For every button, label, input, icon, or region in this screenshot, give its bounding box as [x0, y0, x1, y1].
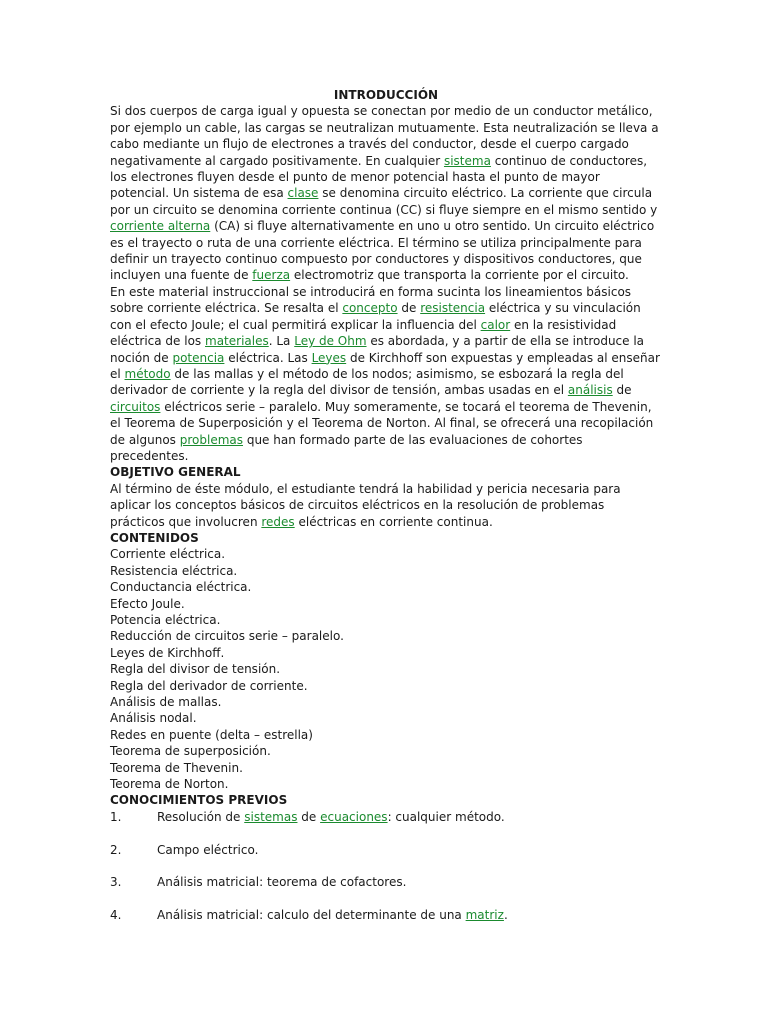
link-leyes[interactable]: Leyes — [311, 350, 347, 365]
link-ecuaciones[interactable]: ecuaciones — [320, 809, 388, 824]
prerequisite-item — [110, 809, 662, 825]
link-problemas[interactable]: problemas — [179, 432, 244, 447]
link-calor[interactable]: calor — [480, 317, 511, 332]
list-item: Análisis nodal. — [110, 711, 197, 726]
document-page — [110, 87, 662, 924]
list-item: Teorema de Norton. — [110, 777, 229, 792]
contents-list — [110, 546, 662, 792]
objective-text: Al término de éste módulo, el estudiante tendrá la habilidad y pericia necesaria para aplicar los conceptos básicos de circuitos eléctricos en la resolución de problemas prácticos que involucren redes eléctricas en corriente continua. — [110, 481, 621, 529]
list-item: Teorema de Thevenin. — [110, 760, 243, 775]
contents-heading: CONTENIDOS — [110, 530, 199, 545]
link-clase[interactable]: clase — [287, 186, 319, 201]
item-number: 2. — [110, 842, 122, 857]
list-item: Leyes de Kirchhoff. — [110, 645, 225, 660]
list-item: Redes en puente (delta – estrella) — [110, 727, 313, 742]
list-item: Regla del derivador de corriente. — [110, 678, 308, 693]
item-text: Resolución de sistemas de ecuaciones: cualquier método. — [157, 809, 505, 824]
list-item: Teorema de superposición. — [110, 744, 271, 759]
page-title: INTRODUCCIÓN — [333, 88, 439, 102]
list-item: Reducción de circuitos serie – paralelo. — [110, 629, 344, 644]
link-sistemas[interactable]: sistemas — [244, 809, 298, 824]
link-materiales[interactable]: materiales — [205, 334, 269, 349]
list-item: Potencia eléctrica. — [110, 613, 221, 627]
link-ley-de-ohm[interactable]: Ley de Ohm — [294, 334, 367, 349]
link-análisis[interactable]: análisis — [567, 383, 613, 398]
link-fuerza[interactable]: fuerza — [252, 268, 291, 283]
link-circuitos[interactable]: circuitos — [110, 399, 161, 414]
prerequisite-item — [110, 842, 662, 858]
item-text: Análisis matricial: teorema de cofactores. — [157, 875, 407, 890]
list-item: Regla del divisor de tensión. — [110, 662, 281, 677]
list-item: Efecto Joule. — [110, 596, 185, 611]
item-text: Análisis matricial: calculo del determinante de una matriz. — [157, 908, 508, 923]
link-concepto[interactable]: concepto — [342, 301, 398, 316]
item-number: 3. — [110, 875, 122, 890]
list-item: Corriente eléctrica. — [110, 547, 226, 562]
prerequisite-item — [110, 874, 662, 890]
item-text: Campo eléctrico. — [157, 842, 259, 857]
link-redes[interactable]: redes — [261, 514, 295, 529]
list-item: Análisis de mallas. — [110, 695, 222, 710]
intro-paragraph-1: Si dos cuerpos de carga igual y opuesta se conectan por medio de un conductor metálico, por ejemplo un cable, las cargas se neutralizan mutuamente. Esta neutralización se lleva a cabo mediante un flujo de electrones a través del conductor, desde el cuerpo cargado negativamente al cargado positivamente. En cualquier sistema continuo de conductores, los electrones fluyen desde el punto de menor potencial hasta el punto de mayor potencial. Un sistema de esa clase se denomina circuito eléctrico. La corriente que circula por un circuito se denomina corriente continua (CC) si fluye siempre en el mismo sentido y corriente alterna (CA) si fluye alternativamente en uno u otro sentido. Un circuito eléctrico es el trayecto o ruta de una corriente eléctrica. El término se utiliza principalmente para definir un trayecto continuo compuesto por conductores y dispositivos conductores, que incluyen una fuente de fuerza electromotriz que transporta la corriente por el circuito. — [110, 104, 659, 283]
objective-heading: OBJETIVO GENERAL — [110, 465, 241, 480]
intro-paragraph-2: En este material instruccional se introducirá en forma sucinta los lineamientos básicos sobre corriente eléctrica. Se resalta el concepto de resistencia eléctrica y su vinculación con el efecto Joule; el cual permitirá explicar la influencia del calor en la resistividad eléctrica de los materiales. La Ley de Ohm es abordada, y a partir de ella se introduce la noción de potencia eléctrica. Las Leyes de Kirchhoff son expuestas y empleadas al enseñar el método de las mallas y el método de los nodos; asimismo, se esbozará la regla del derivador de corriente y la regla del divisor de tensión, ambas usadas en el análisis de circuitos eléctricos serie – paralelo. Muy someramente, se tocará el teorema de Thevenin, el Teorema de Superposición y el Teorema de Norton. Al final, se ofrecerá una recopilación de algunos problemas que han formado parte de las evaluaciones de cohortes precedentes. — [110, 284, 660, 463]
link-corriente-alterna[interactable]: corriente alterna — [110, 219, 211, 234]
link-resistencia[interactable]: resistencia — [420, 301, 486, 316]
link-potencia[interactable]: potencia — [172, 350, 225, 365]
prerequisites-list — [110, 809, 662, 924]
list-item: Resistencia eléctrica. — [110, 563, 238, 578]
prerequisites-heading: CONOCIMIENTOS PREVIOS — [110, 793, 288, 808]
list-item: Conductancia eléctrica. — [110, 580, 252, 595]
link-sistema[interactable]: sistema — [443, 153, 491, 168]
link-matriz[interactable]: matriz — [465, 908, 504, 923]
link-método[interactable]: método — [124, 366, 171, 381]
prerequisite-item — [110, 907, 662, 923]
item-number: 1. — [110, 809, 122, 824]
item-number: 4. — [110, 908, 122, 923]
